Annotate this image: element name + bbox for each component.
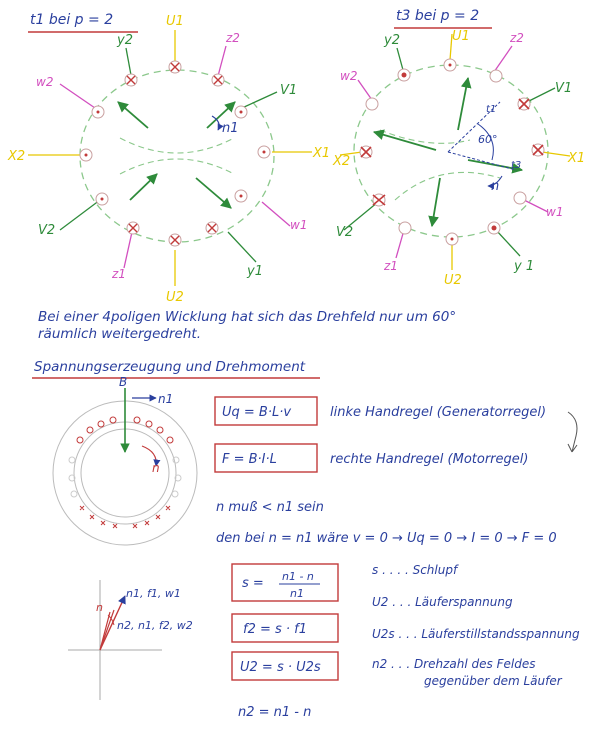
label-t1-2: t1 (486, 104, 497, 115)
stator-circle-2 (354, 65, 548, 237)
sentence-line2: räumlich weitergedreht. (38, 326, 201, 342)
slot-marks-1 (127, 63, 222, 244)
formula-s-den: n1 (290, 587, 304, 600)
label-t3-2: t3 (511, 160, 522, 171)
formula-n2: n2 = n1 - n (238, 705, 312, 720)
formula-uq: Uq = B·L·v (222, 405, 292, 420)
label-u1-1: U1 (166, 14, 184, 29)
def-s: s . . . . Schlupf (372, 563, 458, 577)
label-z2-1: z2 (226, 31, 240, 45)
def-n2-line1: n2 . . . Drehzahl des Feldes (372, 657, 536, 671)
formula-f2: f2 = s · f1 (243, 622, 308, 637)
diagram-t1 (7, 12, 330, 305)
label-z2-2: z2 (510, 31, 524, 45)
label-w2-1: w2 (36, 75, 54, 89)
section-title: Spannungserzeugung und Drehmoment (34, 359, 306, 375)
slot-w2-2 (366, 98, 378, 110)
vec-top-label: n1, f1, w1 (126, 587, 181, 600)
formula-s-num: n1 - n (282, 570, 314, 583)
slot-w1-2 (514, 192, 526, 204)
label-v1-2: V1 (555, 81, 573, 96)
diagram-t3 (332, 8, 585, 288)
label-y1-2: y 1 (514, 259, 535, 274)
diagram2-title: t3 bei p = 2 (396, 8, 480, 24)
label-w1-1: w1 (290, 218, 308, 232)
vector-sketch (68, 580, 193, 700)
label-w1-2: w1 (546, 205, 564, 219)
formula-u2: U2 = s · U2s (240, 660, 321, 675)
def-n2-line2: gegenüber dem Läufer (424, 674, 562, 688)
field-lines-1 (120, 138, 234, 174)
label-motor-n: n (152, 461, 160, 475)
reason-text: den bei n = n1 wäre v = 0 → Uq = 0 → I = 0 → F = 0 (216, 531, 557, 546)
label-u2-1: U2 (166, 290, 184, 305)
label-z1-2: z1 (384, 259, 398, 273)
label-x1-2: X1 (568, 151, 586, 166)
def-u2s: U2s . . . Läuferstillstandsspannung (372, 627, 580, 641)
label-y1-1: y1 (247, 264, 263, 279)
label-b: B (119, 375, 128, 389)
motor-sketch (53, 375, 197, 545)
sentence-line1: Bei einer 4poligen Wicklung hat sich das Drehfeld nur um 60° (38, 309, 457, 325)
label-v1-1: V1 (280, 83, 298, 98)
label-y2-2: y2 (384, 33, 400, 48)
label-u1-2: U1 (452, 29, 470, 44)
slots-1 (80, 61, 270, 246)
stator-slots (69, 457, 181, 497)
label-x2-1: X2 (8, 149, 26, 164)
label-x2-2: X2 (333, 154, 351, 169)
label-v2-2: V2 (336, 225, 354, 240)
rule-left: linke Handregel (Generatorregel) (330, 405, 547, 420)
vec-n-label: n (96, 601, 103, 614)
swap-arrow (568, 412, 577, 452)
label-n-2: n (491, 179, 500, 194)
label-w2-2: w2 (340, 69, 358, 83)
vec-bottom-label: n2, n1, f2, w2 (117, 619, 193, 632)
condition-text: n muß < n1 sein (216, 500, 324, 515)
rule-right: rechte Handregel (Motorregel) (330, 452, 529, 467)
diagram1-title: t1 bei p = 2 (30, 12, 114, 28)
label-motor-n1: n1 (158, 392, 174, 406)
field-arrows-1 (118, 102, 235, 208)
label-n1-1: n1 (222, 121, 239, 136)
stator-circle-1 (80, 70, 274, 242)
formula-s-lhs: s = (242, 576, 264, 591)
label-z1-1: z1 (112, 267, 126, 281)
label-y2-1: y2 (117, 33, 133, 48)
label-v2-1: V2 (38, 223, 56, 238)
def-u2: U2 . . . Läuferspannung (372, 595, 513, 609)
slots-2 (360, 59, 544, 245)
label-x1-1: X1 (313, 146, 331, 161)
label-u2-2: U2 (444, 273, 462, 288)
label-angle: 60° (478, 133, 498, 146)
slot-z2-2 (490, 70, 502, 82)
slot-marks-2 (361, 99, 543, 205)
formula-f: F = B·I·L (222, 452, 277, 467)
slot-z1-2 (399, 222, 411, 234)
